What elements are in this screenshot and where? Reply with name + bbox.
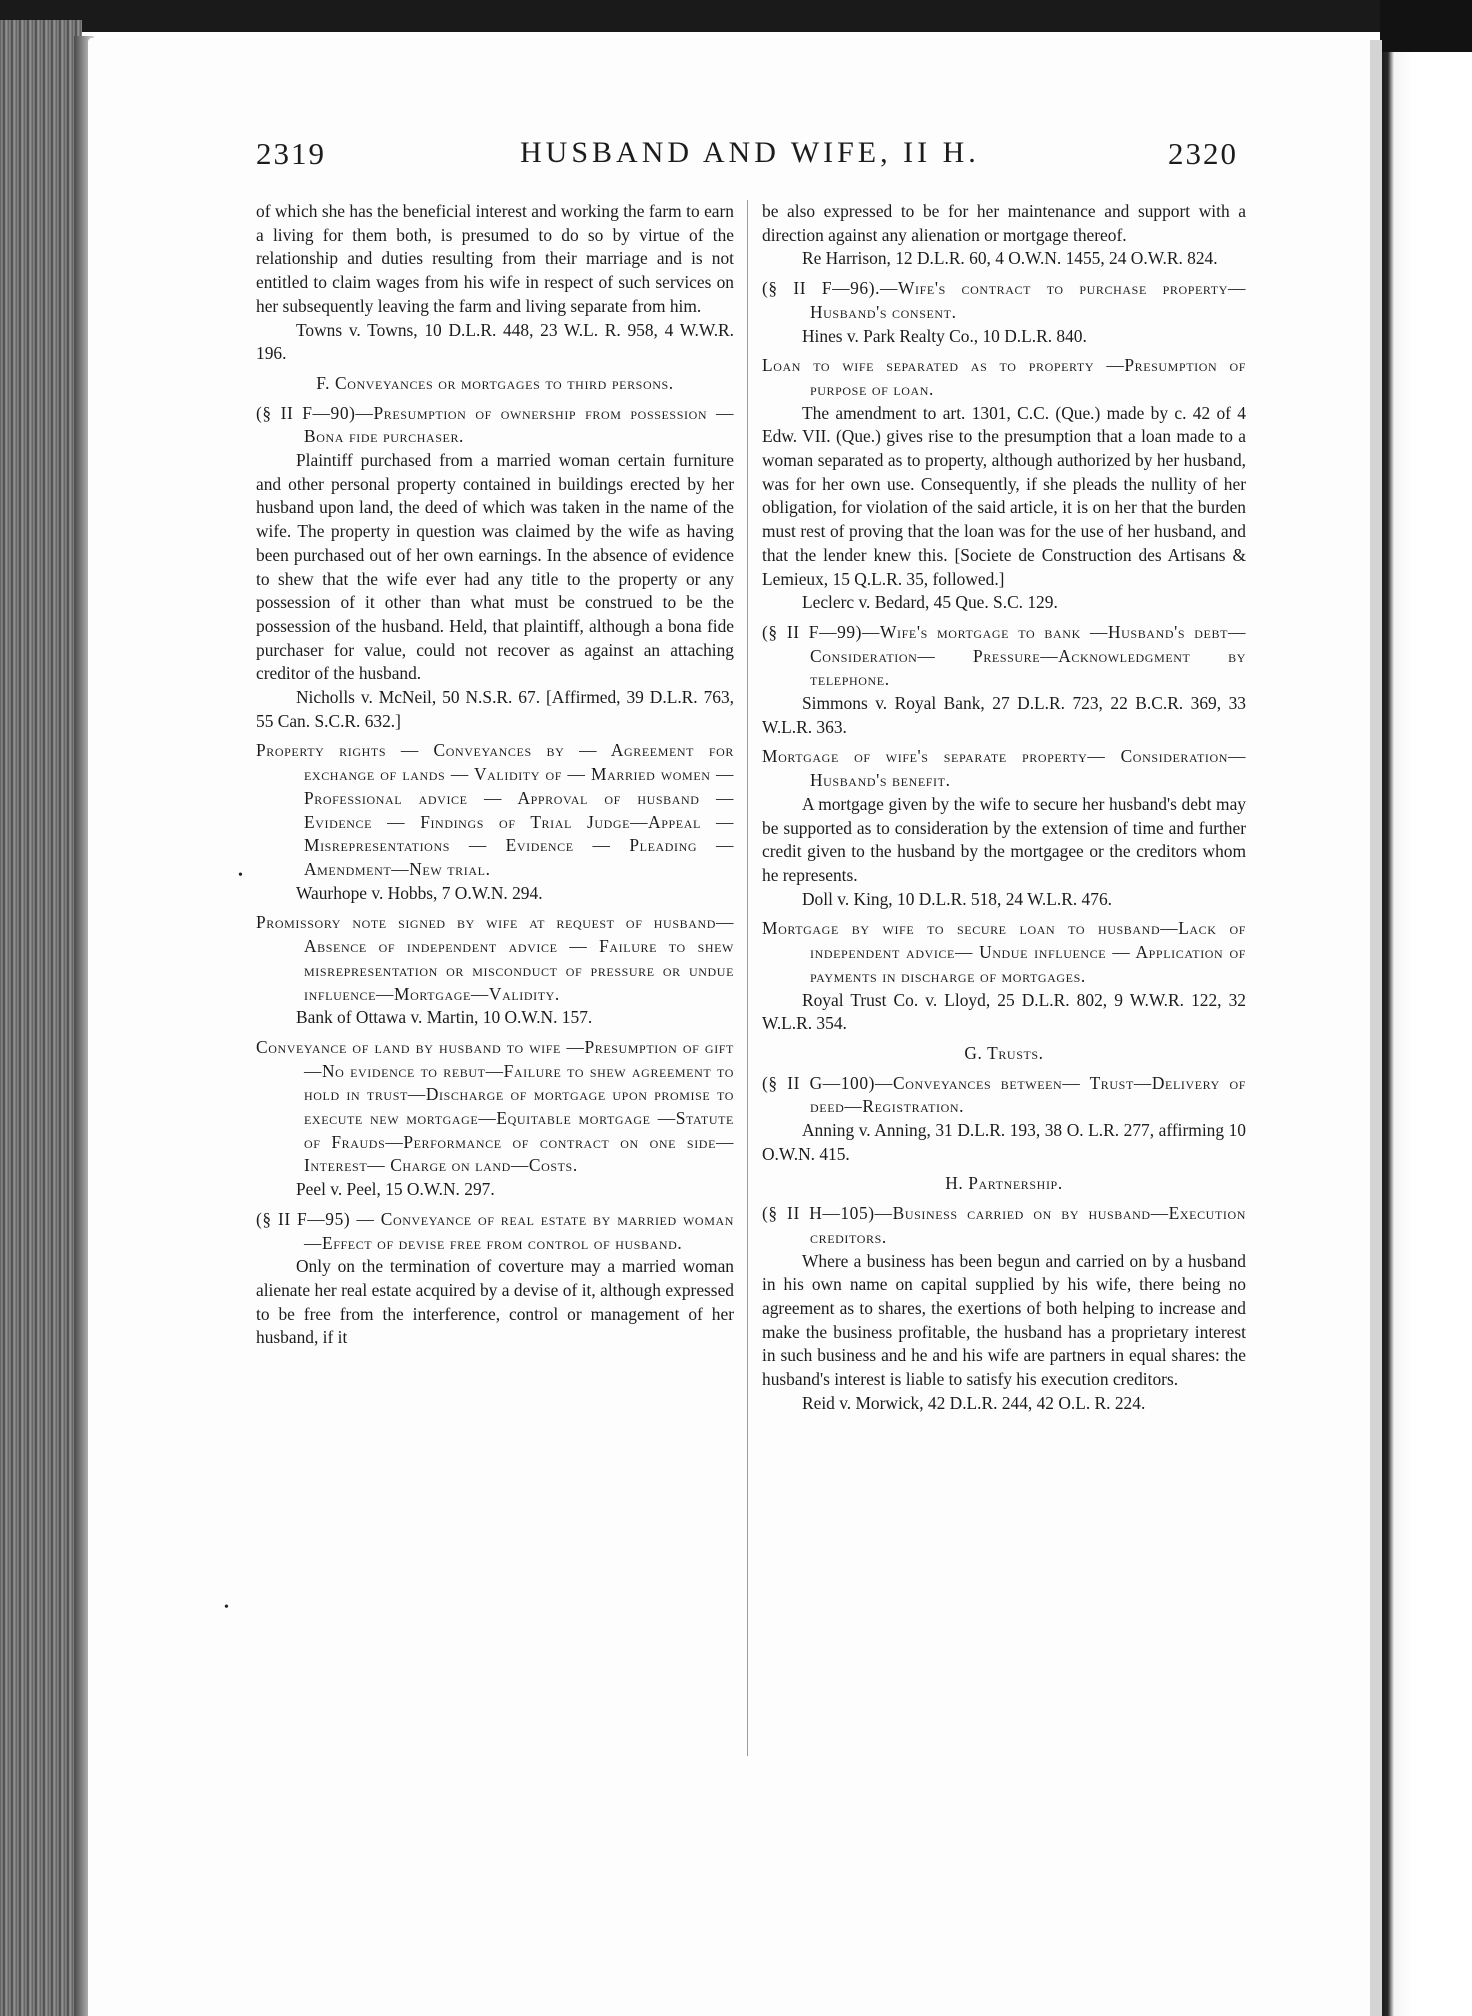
- case-citation: Peel v. Peel, 15 O.W.N. 297.: [296, 1179, 495, 1200]
- section-heading: H. Partnership.: [945, 1173, 1063, 1194]
- headnote-paragraph: Plaintiff purchased from a married woman certain furniture and other personal property contained in buildings erected by her husband upon land, the deed of which was taken in the name of the wife. The property in question was claimed by the wife as having been purchased out of her own earnings. In the absence of evidence to shew that the wife ever had any title to the property or any possession of it other than what must be construed to be the possession of the husband. Held, that plaintiff, although a bona fide purchaser for value, could not recover as against an attaching creditor of the husband.: [256, 450, 734, 684]
- scan-top-corner: [1380, 0, 1472, 58]
- case-citation: Royal Trust Co. v. Lloyd, 25 D.L.R. 802, 9 W.W.R. 122, 32 W.L.R. 354.: [762, 989, 1246, 1034]
- catchline: (§ II F—90)—Presumption of ownership from possession — Bona fide purchaser.: [256, 402, 734, 447]
- case-citation: Waurhope v. Hobbs, 7 O.W.N. 294.: [296, 882, 543, 903]
- catchline: (§ II F—96).—Wife's contract to purchase property—Husband's consent.: [762, 278, 1246, 322]
- catchline: Property rights — Conveyances by — Agreement for exchange of lands — Validity of — Married women — Professional advice — Approval of husband — Evidence — Findings of Trial Judge—Appeal — Misrepresentations — Evidence — Pleading — Amendment—New trial.: [256, 740, 734, 879]
- text-block: of which she has the beneficial interest and working the farm to earn a living for them both, is presumed to do so by virtue of the relationship and duties resulting from their marriage and is not entitled to claim wages from his wife in respect of such services on her subsequently leaving the farm and living separate from him.: [256, 201, 734, 316]
- section-heading: G. Trusts.: [964, 1042, 1044, 1063]
- case-citation: Simmons v. Royal Bank, 27 D.L.R. 723, 22 B.C.R. 369, 33 W.L.R. 363.: [762, 693, 1246, 737]
- text-block: be also expressed to be for her maintenance and support with a direction against any alienation or mortgage thereof.: [762, 201, 1246, 245]
- case-citation: Bank of Ottawa v. Martin, 10 O.W.N. 157.: [296, 1007, 593, 1028]
- headnote-paragraph: A mortgage given by the wife to secure her husband's debt may be supported as to consideration by the extension of time and further credit given to the husband by the mortgagee or the creditors whom he represents.: [762, 793, 1246, 885]
- page-gutter: [1370, 40, 1382, 2016]
- case-citation: Anning v. Anning, 31 D.L.R. 193, 38 O. L.R. 277, affirming 10 O.W.N. 415.: [762, 1120, 1246, 1164]
- catchline: Loan to wife separated as to property —Presumption of purpose of loan.: [762, 355, 1246, 399]
- next-page-leaf: [1382, 52, 1472, 2016]
- catchline: Mortgage by wife to secure loan to husband—Lack of independent advice— Undue influence — Application of payments in discharge of mortgages.: [762, 918, 1246, 986]
- catchline: (§ II F—95) — Conveyance of real estate by married woman—Effect of devise free from control of husband.: [256, 1208, 734, 1253]
- headnote-paragraph: Only on the termination of coverture may a married woman alienate her real estate acquired by a devise of it, although expressed to be free from the interference, control or management of her husband, if it: [256, 1256, 734, 1348]
- left-column: [256, 200, 734, 1350]
- book-page-edges: [0, 20, 82, 2016]
- page-number-right: 2320: [1168, 136, 1238, 171]
- headnote-paragraph: The amendment to art. 1301, C.C. (Que.) made by c. 42 of 4 Edw. VII. (Que.) gives rise to the presumption that a loan made to a woman separated as to property, although authorized by her husband, was for her own use. Consequently, if she pleads the nullity of her obligation, for violation of the said article, it is on her that the burden must rest of proving that the loan was for the use of her husband, and that the lender knew this. [Societe de Construction des Artisans & Lemieux, 15 Q.L.R. 35, followed.]: [762, 402, 1246, 589]
- catchline: Mortgage of wife's separate property— Consideration—Husband's benefit.: [762, 746, 1246, 791]
- catchline: Promissory note signed by wife at request of husband—Absence of independent advice — Failure to shew misrepresentation or misconduct of pressure or undue influence—Mortgage—Validity.: [256, 912, 734, 1004]
- case-citation: Reid v. Morwick, 42 D.L.R. 244, 42 O.L. R. 224.: [802, 1392, 1146, 1413]
- headnote-paragraph: Where a business has been begun and carried on by a husband in his own name on capital supplied by his wife, there being no agreement as to shares, the exertions of both helping to increase and make the business profitable, the husband has a proprietary interest in such business and he and his wife are partners in equal shares: the husband's interest is liable to satisfy his execution creditors.: [762, 1250, 1246, 1390]
- catchline: (§ II F—99)—Wife's mortgage to bank —Husband's debt—Consideration— Pressure—Acknowledgment by telephone.: [762, 621, 1246, 690]
- section-heading: F. Conveyances or mortgages to third persons.: [316, 372, 674, 393]
- margin-dot: •: [224, 1600, 229, 1615]
- margin-dot: •: [238, 868, 243, 883]
- case-citation: Leclerc v. Bedard, 45 Que. S.C. 129.: [802, 592, 1058, 613]
- right-column: [762, 200, 1246, 1415]
- running-head: HUSBAND AND WIFE, II H.: [520, 136, 980, 169]
- case-citation: Hines v. Park Realty Co., 10 D.L.R. 840.: [802, 325, 1087, 346]
- case-citation: Doll v. King, 10 D.L.R. 518, 24 W.L.R. 476.: [802, 888, 1112, 909]
- catchline: Conveyance of land by husband to wife —Presumption of gift—No evidence to rebut—Failure to shew agreement to hold in trust—Discharge of mortgage upon promise to execute new mortgage—Equitable mortgage —Statute of Frauds—Performance of contract on one side—Interest— Charge on land—Costs.: [256, 1036, 734, 1176]
- case-citation: Re Harrison, 12 D.L.R. 60, 4 O.W.N. 1455, 24 O.W.R. 824.: [802, 248, 1218, 269]
- case-citation: Nicholls v. McNeil, 50 N.S.R. 67. [Affirmed, 39 D.L.R. 763, 55 Can. S.C.R. 632.]: [256, 687, 734, 731]
- column-divider: [747, 200, 748, 1756]
- case-citation: Towns v. Towns, 10 D.L.R. 448, 23 W.L. R. 958, 4 W.W.R. 196.: [256, 319, 734, 364]
- scan-top-border: [0, 0, 1472, 32]
- catchline: (§ II H—105)—Business carried on by husband—Execution creditors.: [762, 1203, 1246, 1247]
- catchline: (§ II G—100)—Conveyances between— Trust—Delivery of deed—Registration.: [762, 1072, 1246, 1117]
- page-number-left: 2319: [256, 136, 326, 171]
